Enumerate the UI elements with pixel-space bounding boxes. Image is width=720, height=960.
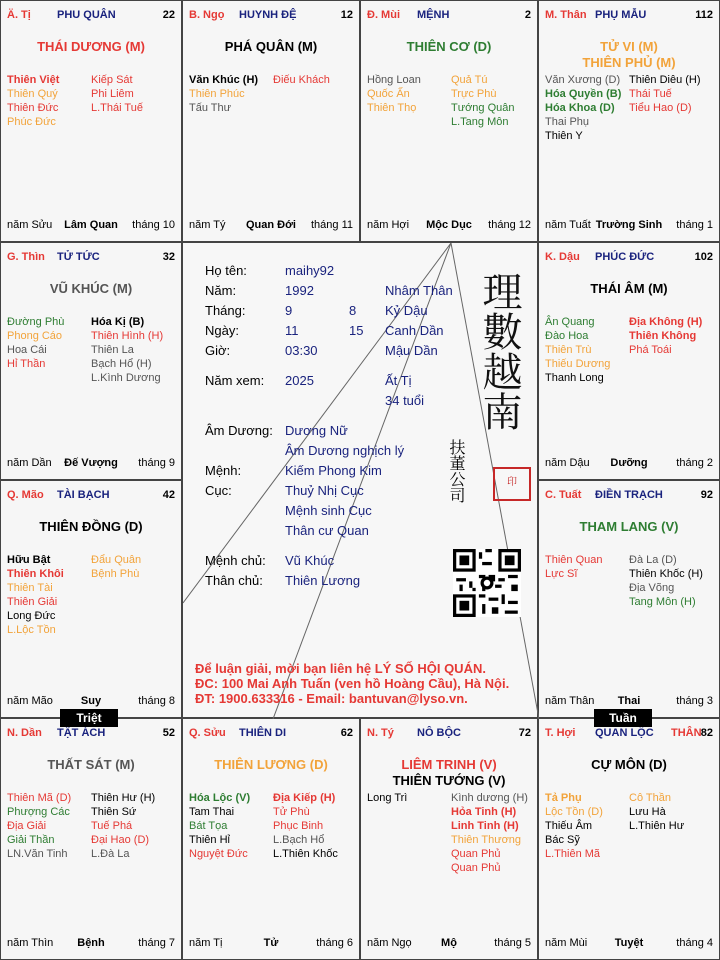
palace-month: tháng 6 <box>316 937 353 949</box>
side-script: 扶董公司 <box>447 439 466 503</box>
palace-name: PHỤ MẪU <box>595 9 647 21</box>
palace-name: THIÊN DI <box>239 727 287 739</box>
star-item: Thiên Mã (D) <box>7 792 72 804</box>
star-item: Tử Phù <box>273 806 310 818</box>
palace-number: 102 <box>694 251 713 263</box>
palace-name: ĐIỀN TRẠCH <box>595 489 663 501</box>
star-item: Thiên Hình (H) <box>91 330 164 342</box>
label-ho-ten: Họ tên: <box>205 263 247 278</box>
star-item: Đào Hoa <box>545 330 589 342</box>
star-item: Hóa Khoa (D) <box>545 102 615 114</box>
palace-footer <box>7 695 175 709</box>
main-star: PHÁ QUÂN (M) <box>224 39 318 54</box>
star-item: Hỏa Tinh (H) <box>451 806 517 818</box>
main-star: THIÊN TƯỚNG (V) <box>392 773 506 788</box>
star-item: Phong Cáo <box>7 330 63 342</box>
star-item: Thiên Khôi <box>7 568 64 580</box>
star-item: Thiên Thương <box>451 834 522 846</box>
palace-number: 82 <box>700 727 713 739</box>
star-item: Lực Sĩ <box>545 568 578 580</box>
palace-month: tháng 8 <box>138 695 175 707</box>
main-star: CỰ MÔN (D) <box>591 757 667 772</box>
palace-year: năm Tý <box>189 219 226 231</box>
contact-line-2: ĐC: 100 Mai Anh Tuấn (ven hồ Hoàng Cầu), Hà Nội. <box>195 676 510 691</box>
star-item: Thiên Trù <box>545 344 592 356</box>
star-item: Đẩu Quân <box>91 554 142 566</box>
palace-number: 72 <box>518 727 531 739</box>
palace-tuat[interactable] <box>538 480 720 718</box>
star-item: Bệnh Phù <box>91 568 140 580</box>
palace-name: QUAN LỘC <box>595 727 654 739</box>
value-ho-ten: maihy92 <box>285 263 335 278</box>
main-stars <box>361 757 537 789</box>
palace-branch: N. Tý <box>367 727 394 739</box>
star-item: Hóa Quyền (B) <box>545 88 622 100</box>
main-star: THIÊN CƠ (D) <box>406 39 492 54</box>
value-gio: 03:30 <box>285 343 318 358</box>
palace-header <box>367 727 531 741</box>
star-item: L.Thiên Hư <box>629 820 685 832</box>
label-ngay: Ngày: <box>205 323 239 338</box>
label-thang: Tháng: <box>205 303 246 318</box>
palace-stage: Bệnh <box>77 937 105 949</box>
palace-name: TẬT ÁCH <box>57 727 106 739</box>
star-item: Thai Phụ <box>545 116 590 128</box>
value-nam: 1992 <box>285 283 314 298</box>
right-stars <box>91 553 141 581</box>
palace-ty[interactable] <box>0 0 182 242</box>
star-item: Long Đức <box>7 610 56 622</box>
left-stars <box>7 791 71 861</box>
palace-than-marker: THÂN <box>671 727 702 739</box>
palace-header <box>545 9 713 23</box>
star-item: Đại Hao (D) <box>91 834 150 846</box>
palace-ngo[interactable] <box>182 0 360 242</box>
star-item: Phi Liêm <box>91 88 134 100</box>
right-stars <box>629 315 702 357</box>
star-item: Hoa Cái <box>7 344 47 356</box>
right-stars <box>629 73 701 115</box>
main-star: THAM LANG (V) <box>579 519 679 534</box>
value-nam-can: Nhâm Thân <box>385 283 453 298</box>
palace-month: tháng 12 <box>488 219 531 231</box>
value-am-duong-ly: Âm Dương nghịch lý <box>285 443 405 458</box>
star-item: L.Thái Tuế <box>91 102 143 114</box>
palace-footer <box>545 695 713 709</box>
main-stars <box>1 519 181 535</box>
tuan-marker: Tuần <box>594 709 652 727</box>
value-thang-al: 8 <box>349 303 357 318</box>
palace-number: 112 <box>695 9 713 21</box>
main-star: VŨ KHÚC (M) <box>49 281 133 296</box>
palace-number: 92 <box>700 489 713 501</box>
star-item: Thiên Hư (H) <box>91 792 156 804</box>
star-item: Quốc Ấn <box>367 88 410 100</box>
star-item: Quan Phủ <box>451 862 501 874</box>
palace-footer <box>7 457 175 471</box>
palace-month: tháng 5 <box>494 937 531 949</box>
palace-number: 62 <box>340 727 353 739</box>
value-thang: 9 <box>285 303 293 318</box>
palace-name: HUYNH ĐỆ <box>239 9 297 21</box>
star-item: Thiên La <box>91 344 134 356</box>
value-nam-xem: 2025 <box>285 373 314 388</box>
star-item: Thiên Tài <box>7 582 53 594</box>
left-stars <box>545 315 610 385</box>
star-item: Bác Sỹ <box>545 834 580 846</box>
palace-stage: Dưỡng <box>610 457 648 469</box>
palace-header <box>7 727 175 741</box>
star-item: L.Lộc Tồn <box>7 624 56 636</box>
main-star: THIÊN PHỦ (M) <box>582 55 676 70</box>
star-item: Lưu Hà <box>629 806 666 818</box>
palace-stage: Thai <box>617 695 641 707</box>
palace-month: tháng 3 <box>676 695 713 707</box>
star-item: Địa Võng <box>629 582 675 594</box>
star-item: L.Kình Dương <box>91 372 161 384</box>
palace-footer <box>367 219 531 233</box>
palace-branch: M. Thân <box>545 9 587 21</box>
star-item: Phục Binh <box>273 820 324 832</box>
star-item: Hữu Bật <box>7 554 51 566</box>
star-item: L.Đà La <box>91 848 130 860</box>
star-item: Hồng Loan <box>367 74 421 86</box>
value-thang-can: Kỷ Dậu <box>385 303 428 318</box>
main-star: THIÊN ĐỒNG (D) <box>39 519 143 534</box>
palace-month: tháng 2 <box>676 457 713 469</box>
palace-stage: Quan Đới <box>246 219 296 231</box>
palace-thin[interactable] <box>0 242 182 480</box>
palace-header <box>189 9 353 23</box>
palace-footer <box>7 219 175 233</box>
center-info-panel <box>182 242 538 718</box>
palace-branch: T. Hợi <box>545 727 576 739</box>
star-item: Hỉ Thần <box>7 358 46 370</box>
star-item: Thiên Thọ <box>367 102 417 114</box>
palace-month: tháng 7 <box>138 937 175 949</box>
palace-footer <box>189 219 353 233</box>
main-stars <box>1 757 181 773</box>
main-stars <box>1 39 181 55</box>
main-star: LIÊM TRINH (V) <box>401 757 497 772</box>
palace-stage: Mộ <box>441 937 457 949</box>
star-item: Long Trì <box>367 792 408 804</box>
palace-header <box>545 727 713 741</box>
right-stars <box>91 73 143 115</box>
star-item: Thiếu Dương <box>545 358 611 370</box>
palace-footer <box>545 937 713 951</box>
value-cuc-2: Mệnh sinh Cục <box>285 503 372 518</box>
palace-stage: Lâm Quan <box>64 219 118 231</box>
star-item: Phượng Các <box>7 806 70 818</box>
value-tuoi: 34 tuổi <box>385 393 425 408</box>
star-item: Thiên Sứ <box>91 806 137 818</box>
label-gio: Giờ: <box>205 343 231 358</box>
palace-header <box>367 9 531 23</box>
star-item: LN.Văn Tinh <box>7 848 68 860</box>
star-item: Văn Xương (D) <box>545 74 621 86</box>
star-item: Lộc Tồn (D) <box>545 806 603 818</box>
palace-year: năm Mão <box>7 695 53 707</box>
palace-ty2[interactable] <box>360 718 538 960</box>
main-stars <box>361 39 537 55</box>
value-ngay-al: 15 <box>349 323 364 338</box>
star-item: Nguyệt Đức <box>189 848 248 860</box>
palace-year: năm Tị <box>189 937 223 949</box>
triet-marker: Triệt <box>60 709 118 727</box>
palace-year: năm Thìn <box>7 937 54 949</box>
palace-month: tháng 1 <box>676 219 713 231</box>
star-item: Thiên Quan <box>545 554 603 566</box>
palace-month: tháng 9 <box>138 457 175 469</box>
palace-year: năm Ngọ <box>367 937 412 949</box>
palace-header <box>545 251 713 265</box>
palace-header <box>7 9 175 23</box>
left-stars <box>7 315 64 371</box>
star-item: Hóa Kị (B) <box>91 316 145 328</box>
label-cuc: Cục: <box>205 483 232 498</box>
palace-name: TÀI BẠCH <box>57 489 110 501</box>
palace-branch: B. Ngọ <box>189 9 225 21</box>
palace-number: 2 <box>524 9 531 21</box>
palace-mao[interactable] <box>0 480 182 718</box>
star-item: L.Thiên Khốc <box>273 848 338 860</box>
palace-number: 52 <box>162 727 175 739</box>
qr-code[interactable] <box>453 549 521 617</box>
star-item: Ân Quang <box>545 316 595 328</box>
palace-number: 42 <box>162 489 175 501</box>
palace-stage: Tử <box>263 937 279 949</box>
label-menh: Mệnh: <box>205 463 242 478</box>
main-stars <box>539 757 719 773</box>
star-item: Thiên Phúc <box>189 88 245 100</box>
palace-footer <box>545 457 713 471</box>
main-star: THIÊN LƯƠNG (D) <box>214 757 328 772</box>
contact-info <box>195 661 509 706</box>
left-stars <box>189 791 250 861</box>
main-stars <box>539 281 719 297</box>
palace-name: MỆNH <box>417 9 450 21</box>
star-item: Địa Không (H) <box>629 316 703 328</box>
palace-year: năm Sửu <box>7 219 53 231</box>
left-stars <box>367 791 407 805</box>
star-item: Thanh Long <box>545 372 604 384</box>
star-item: Điếu Khách <box>273 74 330 86</box>
star-item: Tướng Quân <box>451 102 515 114</box>
left-stars <box>367 73 421 115</box>
star-item: Đà La (D) <box>629 554 677 566</box>
star-item: Thiên Việt <box>7 74 60 86</box>
star-item: Đường Phù <box>7 316 65 328</box>
palace-name: TỬ TỨC <box>57 251 100 263</box>
star-item: Bạch Hổ (H) <box>91 358 152 370</box>
value-cuc: Thuỷ Nhị Cục <box>285 483 364 498</box>
palace-name: NÔ BỘC <box>417 727 461 739</box>
star-item: Tiểu Hao (D) <box>629 102 692 114</box>
palace-stage: Suy <box>80 695 102 707</box>
label-am-duong: Âm Dương: <box>205 423 273 438</box>
star-item: Thiên Diêu (H) <box>629 74 701 86</box>
palace-branch: Ä. Tị <box>7 9 31 21</box>
palace-year: năm Tuất <box>545 219 591 231</box>
palace-branch: Q. Sửu <box>189 727 226 739</box>
right-stars <box>273 791 338 861</box>
label-menh-chu: Mệnh chủ: <box>205 553 266 568</box>
main-star: THÁI DƯƠNG (M) <box>37 39 145 54</box>
palace-header <box>189 727 353 741</box>
value-gio-can: Mậu Dần <box>385 343 438 358</box>
palace-name: PHÚC ĐỨC <box>595 251 655 263</box>
star-item: Trực Phù <box>451 88 497 100</box>
star-item: Kiếp Sát <box>91 74 133 86</box>
label-nam: Năm: <box>205 283 237 298</box>
palace-year: năm Mùi <box>545 937 588 949</box>
palace-month: tháng 4 <box>676 937 713 949</box>
value-menh: Kiếm Phong Kim <box>285 463 382 478</box>
contact-line-1: Để luận giải, mời bạn liên hệ LÝ SỐ HỘI QUÁN. <box>195 661 486 676</box>
main-stars <box>183 757 359 773</box>
palace-stage: Mộc Dục <box>426 219 472 231</box>
palace-year: năm Hợi <box>367 219 410 231</box>
star-item: Tam Thai <box>189 806 235 818</box>
palace-branch: N. Dần <box>7 727 42 739</box>
right-stars <box>451 791 528 875</box>
palace-number: 22 <box>162 9 175 21</box>
left-stars <box>7 73 59 129</box>
label-than-chu: Thân chủ: <box>205 573 263 588</box>
palace-footer <box>189 937 353 951</box>
star-item: L.Tang Môn <box>451 116 509 128</box>
palace-footer <box>7 937 175 951</box>
right-stars <box>91 315 163 385</box>
value-menh-chu: Vũ Khúc <box>285 553 335 568</box>
left-stars <box>545 791 603 861</box>
right-stars <box>273 73 330 87</box>
main-stars <box>539 39 719 71</box>
star-item: Phá Toái <box>629 344 672 356</box>
palace-branch: Q. Mão <box>7 489 44 501</box>
palace-month: tháng 11 <box>310 219 353 231</box>
palace-year: năm Thân <box>545 695 595 707</box>
palace-hoi[interactable] <box>538 718 720 960</box>
right-stars <box>91 791 155 861</box>
palace-branch: K. Dậu <box>545 251 580 263</box>
palace-suu[interactable] <box>182 718 360 960</box>
star-item: L.Bạch Hổ <box>273 834 325 846</box>
star-item: Quả Tú <box>451 74 488 86</box>
star-item: Bát Tọa <box>189 820 228 832</box>
palace-branch: Đ. Mùi <box>367 9 400 21</box>
left-stars <box>7 553 64 637</box>
star-item: Thiên Giải <box>7 596 58 608</box>
palace-branch: C. Tuất <box>545 489 582 501</box>
palace-number: 12 <box>340 9 353 21</box>
star-item: Hóa Lộc (V) <box>189 792 251 804</box>
palace-month: tháng 10 <box>132 219 175 231</box>
right-stars <box>629 791 684 833</box>
star-item: Tang Môn (H) <box>629 596 696 608</box>
star-item: Thiếu Âm <box>545 820 593 832</box>
star-item: Thiên Y <box>545 130 583 142</box>
right-stars <box>629 553 703 609</box>
star-item: Thiên Khốc (H) <box>629 568 703 580</box>
left-stars <box>189 73 258 115</box>
main-stars <box>183 39 359 55</box>
red-seal: 印 <box>493 467 531 501</box>
value-ngay: 11 <box>285 323 299 338</box>
star-item: Thiên Hỉ <box>189 834 230 846</box>
star-item: Cô Thần <box>629 792 671 804</box>
left-stars <box>545 73 621 143</box>
main-stars <box>1 281 181 297</box>
palace-year: năm Dần <box>7 457 52 469</box>
star-item: Giải Thần <box>7 834 55 846</box>
star-item: Thái Tuế <box>629 88 672 100</box>
star-item: Văn Khúc (H) <box>189 74 259 86</box>
main-star: THÁI ÂM (M) <box>590 281 668 296</box>
star-item: Địa Kiếp (H) <box>273 792 336 804</box>
main-stars <box>539 519 719 535</box>
star-item: Thiên Không <box>629 330 697 342</box>
calligraphy-logo: 理數越南 <box>476 271 522 431</box>
palace-header <box>7 251 175 265</box>
star-item: Tuế Phá <box>91 820 133 832</box>
star-item: Tả Phụ <box>545 792 582 804</box>
palace-branch: G. Thìn <box>7 251 45 263</box>
star-item: Địa Giải <box>7 820 47 832</box>
star-item: Phúc Đức <box>7 116 56 128</box>
palace-dan[interactable] <box>0 718 182 960</box>
star-item: Thiên Đức <box>7 102 59 114</box>
palace-mui[interactable] <box>360 0 538 242</box>
palace-header <box>7 489 175 503</box>
palace-stage: Tuyệt <box>614 937 644 949</box>
palace-number: 32 <box>162 251 175 263</box>
palace-footer <box>367 937 531 951</box>
right-stars <box>451 73 515 129</box>
main-star: THẤT SÁT (M) <box>47 757 135 772</box>
left-stars <box>545 553 602 581</box>
value-than-chu: Thiên Lương <box>285 573 361 588</box>
palace-stage: Đế Vượng <box>64 457 118 469</box>
palace-name: PHU QUÂN <box>57 9 116 21</box>
palace-than[interactable] <box>538 0 720 242</box>
contact-line-3[interactable]: ĐT: 1900.633316 - Email: bantuvan@lyso.vn. <box>195 691 468 706</box>
star-item: Thiên Quý <box>7 88 58 100</box>
palace-year: năm Dậu <box>545 457 590 469</box>
star-item: Kình dương (H) <box>451 792 528 804</box>
main-star: TỬ VI (M) <box>600 39 658 54</box>
palace-stage: Trường Sinh <box>595 219 663 231</box>
palace-header <box>545 489 713 503</box>
star-item: Quan Phủ <box>451 848 501 860</box>
palace-footer <box>545 219 713 233</box>
value-nam-xem-can: Ất Tị <box>385 373 412 388</box>
value-ngay-can: Canh Dần <box>385 323 444 338</box>
star-item: Tấu Thư <box>189 102 232 114</box>
palace-dau[interactable] <box>538 242 720 480</box>
value-am-duong: Dương Nữ <box>285 423 348 438</box>
label-nam-xem: Năm xem: <box>205 373 265 388</box>
star-item: L.Thiên Mã <box>545 848 601 860</box>
value-cuc-3: Thân cư Quan <box>285 523 369 538</box>
star-item: Linh Tinh (H) <box>451 820 519 832</box>
